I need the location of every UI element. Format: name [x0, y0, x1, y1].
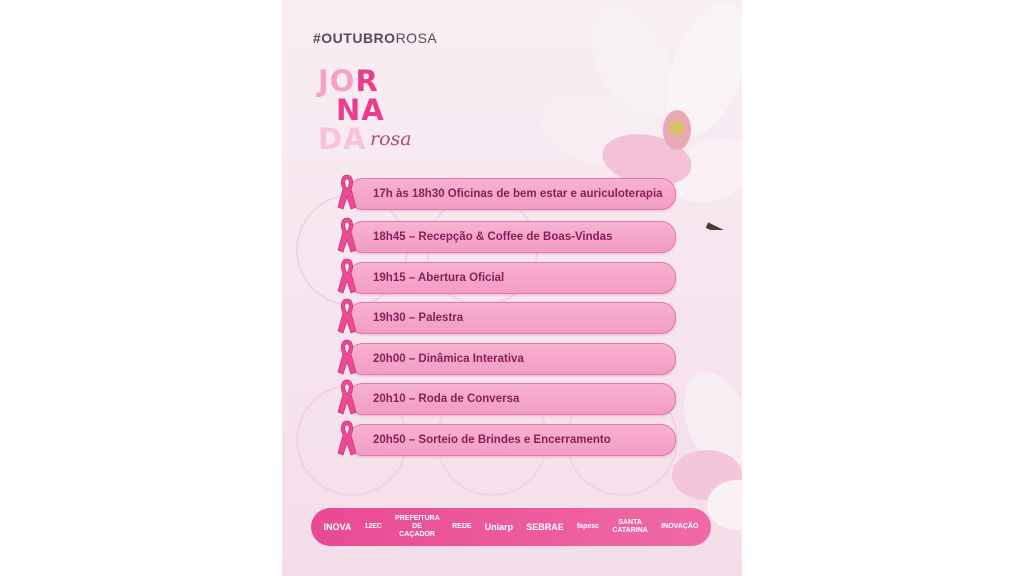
schedule-item[interactable] — [348, 343, 676, 375]
hashtag-text — [313, 30, 437, 46]
schedule-item-label: 20h10 – Roda de Conversa — [373, 393, 520, 405]
pink-ribbon-icon — [337, 378, 357, 416]
schedule-item[interactable] — [348, 221, 676, 253]
pink-ribbon-icon — [337, 173, 357, 211]
sponsor-logo[interactable]: SEBRAE — [526, 522, 564, 532]
title-line-2: NA — [336, 93, 385, 127]
sponsor-logo[interactable]: INOVA — [323, 522, 352, 532]
schedule-item[interactable] — [348, 302, 676, 334]
hashtag-bold: #OUTUBRO — [313, 30, 396, 46]
title-line-1b: R — [355, 64, 379, 98]
schedule-item[interactable] — [348, 424, 676, 456]
sponsor-logo[interactable]: SANTA CATARINA — [612, 519, 648, 534]
pink-ribbon-icon — [337, 297, 357, 335]
schedule-item-label: 20h00 – Dinâmica Interativa — [373, 353, 524, 365]
schedule-item[interactable] — [348, 178, 676, 210]
pink-ribbon-icon — [337, 216, 357, 254]
sponsor-logo[interactable]: PREFEITURA DE CAÇADOR — [395, 515, 440, 538]
sponsor-logo[interactable]: REDE — [452, 523, 472, 530]
pink-ribbon-icon — [337, 338, 357, 376]
schedule-item-label: 17h às 18h30 Oficinas de bem estar e auriculoterapia — [373, 188, 663, 200]
title-script: rosa — [370, 128, 412, 150]
pink-ribbon-icon — [337, 257, 357, 295]
sponsor-logo[interactable]: INOVAÇÃO — [661, 523, 699, 530]
sponsor-logo-bar — [311, 508, 711, 546]
schedule-item-label: 19h15 – Abertura Oficial — [373, 272, 505, 284]
schedule-item-label: 20h50 – Sorteio de Brindes e Encerramento — [373, 434, 611, 446]
schedule-item-label: 19h30 – Palestra — [373, 312, 464, 324]
title-line-3: DA — [318, 122, 367, 156]
schedule-item-label: 18h45 – Recepção & Coffee de Boas-Vindas — [373, 231, 613, 243]
sponsor-logo[interactable]: fapesc — [576, 523, 600, 530]
sponsor-logo[interactable]: 12EC — [364, 523, 382, 530]
schedule-item[interactable] — [348, 262, 676, 294]
title-line-1 — [318, 66, 379, 96]
event-poster — [282, 0, 742, 576]
sponsor-logo[interactable]: Uniarp — [484, 522, 514, 532]
schedule-item[interactable] — [348, 383, 676, 415]
hashtag-rest: ROSA — [395, 30, 438, 46]
pink-ribbon-icon — [337, 419, 357, 457]
title-line-1a: JO — [318, 64, 356, 98]
